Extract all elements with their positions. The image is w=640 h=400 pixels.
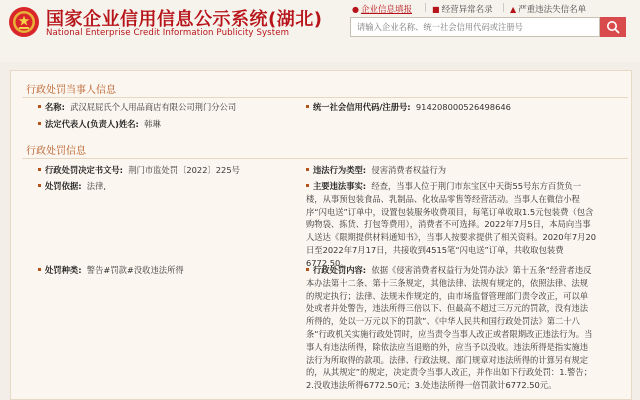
site-title: 国家企业信用信息公示系统(湖北) <box>46 9 323 30</box>
top-link-enterprise-report[interactable]: ● 企业信息填报 <box>352 4 412 15</box>
top-links <box>350 3 638 17</box>
bullet-icon <box>306 168 309 171</box>
decision-no-value: 荆门市监处罚〔2022〕225号 <box>128 165 240 175</box>
penalty-section-title: 行政处罚信息 <box>26 146 86 157</box>
basis-row: 处罚依据: 法律, <box>38 180 106 193</box>
penalty-content-block: 行政处罚内容: 依据《侵害消费者权益行为处罚办法》第十五条“经营者违反本办法第十二条、第十三条规定，其他法律、法规有规定的，依照法律、法规的规定执行；法律、法规未作规定的，由市场监督管理部门责令改正，可以单处或者并处警告，违法所得三倍以下、但最高不超过三万元的罚款，没有违法所得的，处以一万元以下的罚款”、《中华人民共和国行政处罚法》第二十八条“行政机关实施行政处罚时，应当责令当事人改正或者限期改正违法行为。当事人有违法所得，除依法应当退赔的外，应当予以没收。违法所得是指实施违法行为所取得的款项。法律、行政法规、部门规章对违法所得的计算另有规定的，从其规定”的规定，决定责令当事人改正，并作出如下行政处罚：1.警告；2.没收违法所得6772.50元；3.处违法所得一倍罚款计6772.50元。 <box>306 265 593 391</box>
party-name-row: 名称: 武汉屁屁氏个人用品商店有限公司荆门分公司 <box>38 101 236 114</box>
facts-block: 主要违法事实: 经查，当事人位于荆门市东宝区中天街55号东方百货负一楼，从事预包装食品、乳制品、化妆品零售等经营活动。当事人在微信小程序“闪电送”订单中，设置包装服务收费项目，每笔订单收取1.5元包装费（包含购物袋、拣货、打包等费用），消费者不可选择。2022年7月5日，本局向当事人送达《限期提供材料通知书》，当事人按要求提供了相关资料。2020年7月20日至2022年7月17日，共接收到4515笔“闪电送”订单，共收取包装费6772.50。 <box>306 181 597 268</box>
legal-rep-row: 法定代表人(负责人)姓名: 韩琳 <box>38 118 161 131</box>
top-link-serious-violation-list[interactable]: ▲ 严重违法失信名单 <box>510 4 587 15</box>
bullet-icon <box>38 122 41 125</box>
link-separator: | <box>424 3 427 13</box>
bullet-icon <box>38 168 41 171</box>
basis-value: 法律, <box>86 181 107 191</box>
search-icon <box>600 17 626 37</box>
national-emblem-icon <box>8 6 40 38</box>
decision-no-row: 行政处罚决定书文号: 荆门市监处罚〔2022〕225号 <box>38 164 240 177</box>
bullet-icon <box>306 105 309 108</box>
penalty-content-value: 依据《侵害消费者权益行为处罚办法》第十五条“经营者违反本办法第十二条、第十三条规定，其他法律、法规有规定的，依照法律、法规的规定执行；法律、法规未作规定的，由市场监督管理部门责令改正，可以单处或者并处警告，违法所得三倍以下、但最高不超过三万元的罚款，没有违法所得的，处以一万元以下的罚款”、《中华人民共和国行政处罚法》第二十八条“行政机关实施行政处罚时，应当责令当事人改正或者限期改正违法行为。当事人有违法所得，除依法应当退赔的外，应当予以没收。违法所得是指实施违法行为所取得的款项。法律、行政法规、部门规章对违法所得的计算另有规定的，从其规定”的规定，决定责令当事人改正，并作出如下行政处罚：1.警告；2.没收违法所得6772.50元；3.处违法所得一倍罚款计6772.50元。 <box>306 265 593 391</box>
bullet-icon <box>306 268 309 271</box>
top-link-abnormal-list[interactable]: ■ 经营异常名录 <box>432 4 493 15</box>
user-icon: ● <box>352 4 359 14</box>
site-header <box>0 0 640 62</box>
violation-type-value: 侵害消费者权益行为 <box>371 165 447 175</box>
bullet-icon <box>38 105 41 108</box>
bullet-icon <box>38 268 41 271</box>
facts-value: 经查，当事人位于荆门市东宝区中天街55号东方百货负一楼，从事预包装食品、乳制品、化妆品零售等经营活动。当事人在微信小程序“闪电送”订单中，设置包装服务收费项目，每笔订单收取1.5元包装费（包含购物袋、拣货、打包等费用），消费者不可选择。2022年7月5日，本局向当事人送达《限期提供材料通知书》，当事人按要求提供了相关资料。2020年7月20日至2022年7月17日，共接收到4515笔“闪电送”订单，共收取包装费6772.50。 <box>306 181 597 268</box>
violation-type-row: 违法行为类型: 侵害消费者权益行为 <box>306 164 446 177</box>
party-name-value: 武汉屁屁氏个人用品商店有限公司荆门分公司 <box>70 102 237 112</box>
site-subtitle: National Enterprise Credit Information Publicity System <box>46 28 290 38</box>
penalty-type-row: 处罚种类: 警告#罚款#没收违法所得 <box>38 264 184 277</box>
credit-code-value: 914208000526498646 <box>415 102 511 112</box>
penalty-type-value: 警告#罚款#没收违法所得 <box>86 265 184 275</box>
legal-rep-value: 韩琳 <box>144 119 161 129</box>
warning-icon: ▲ <box>510 4 517 14</box>
party-section-title: 行政处罚当事人信息 <box>26 85 116 96</box>
credit-code-row: 统一社会信用代码/注册号: 914208000526498646 <box>306 101 511 114</box>
search-input[interactable] <box>350 17 600 37</box>
bullet-icon <box>38 184 41 187</box>
section-divider <box>22 158 628 159</box>
section-divider <box>22 97 628 98</box>
link-separator: | <box>502 3 505 13</box>
list-icon: ■ <box>432 4 440 14</box>
bullet-icon <box>306 184 309 187</box>
search-button[interactable] <box>600 17 626 37</box>
